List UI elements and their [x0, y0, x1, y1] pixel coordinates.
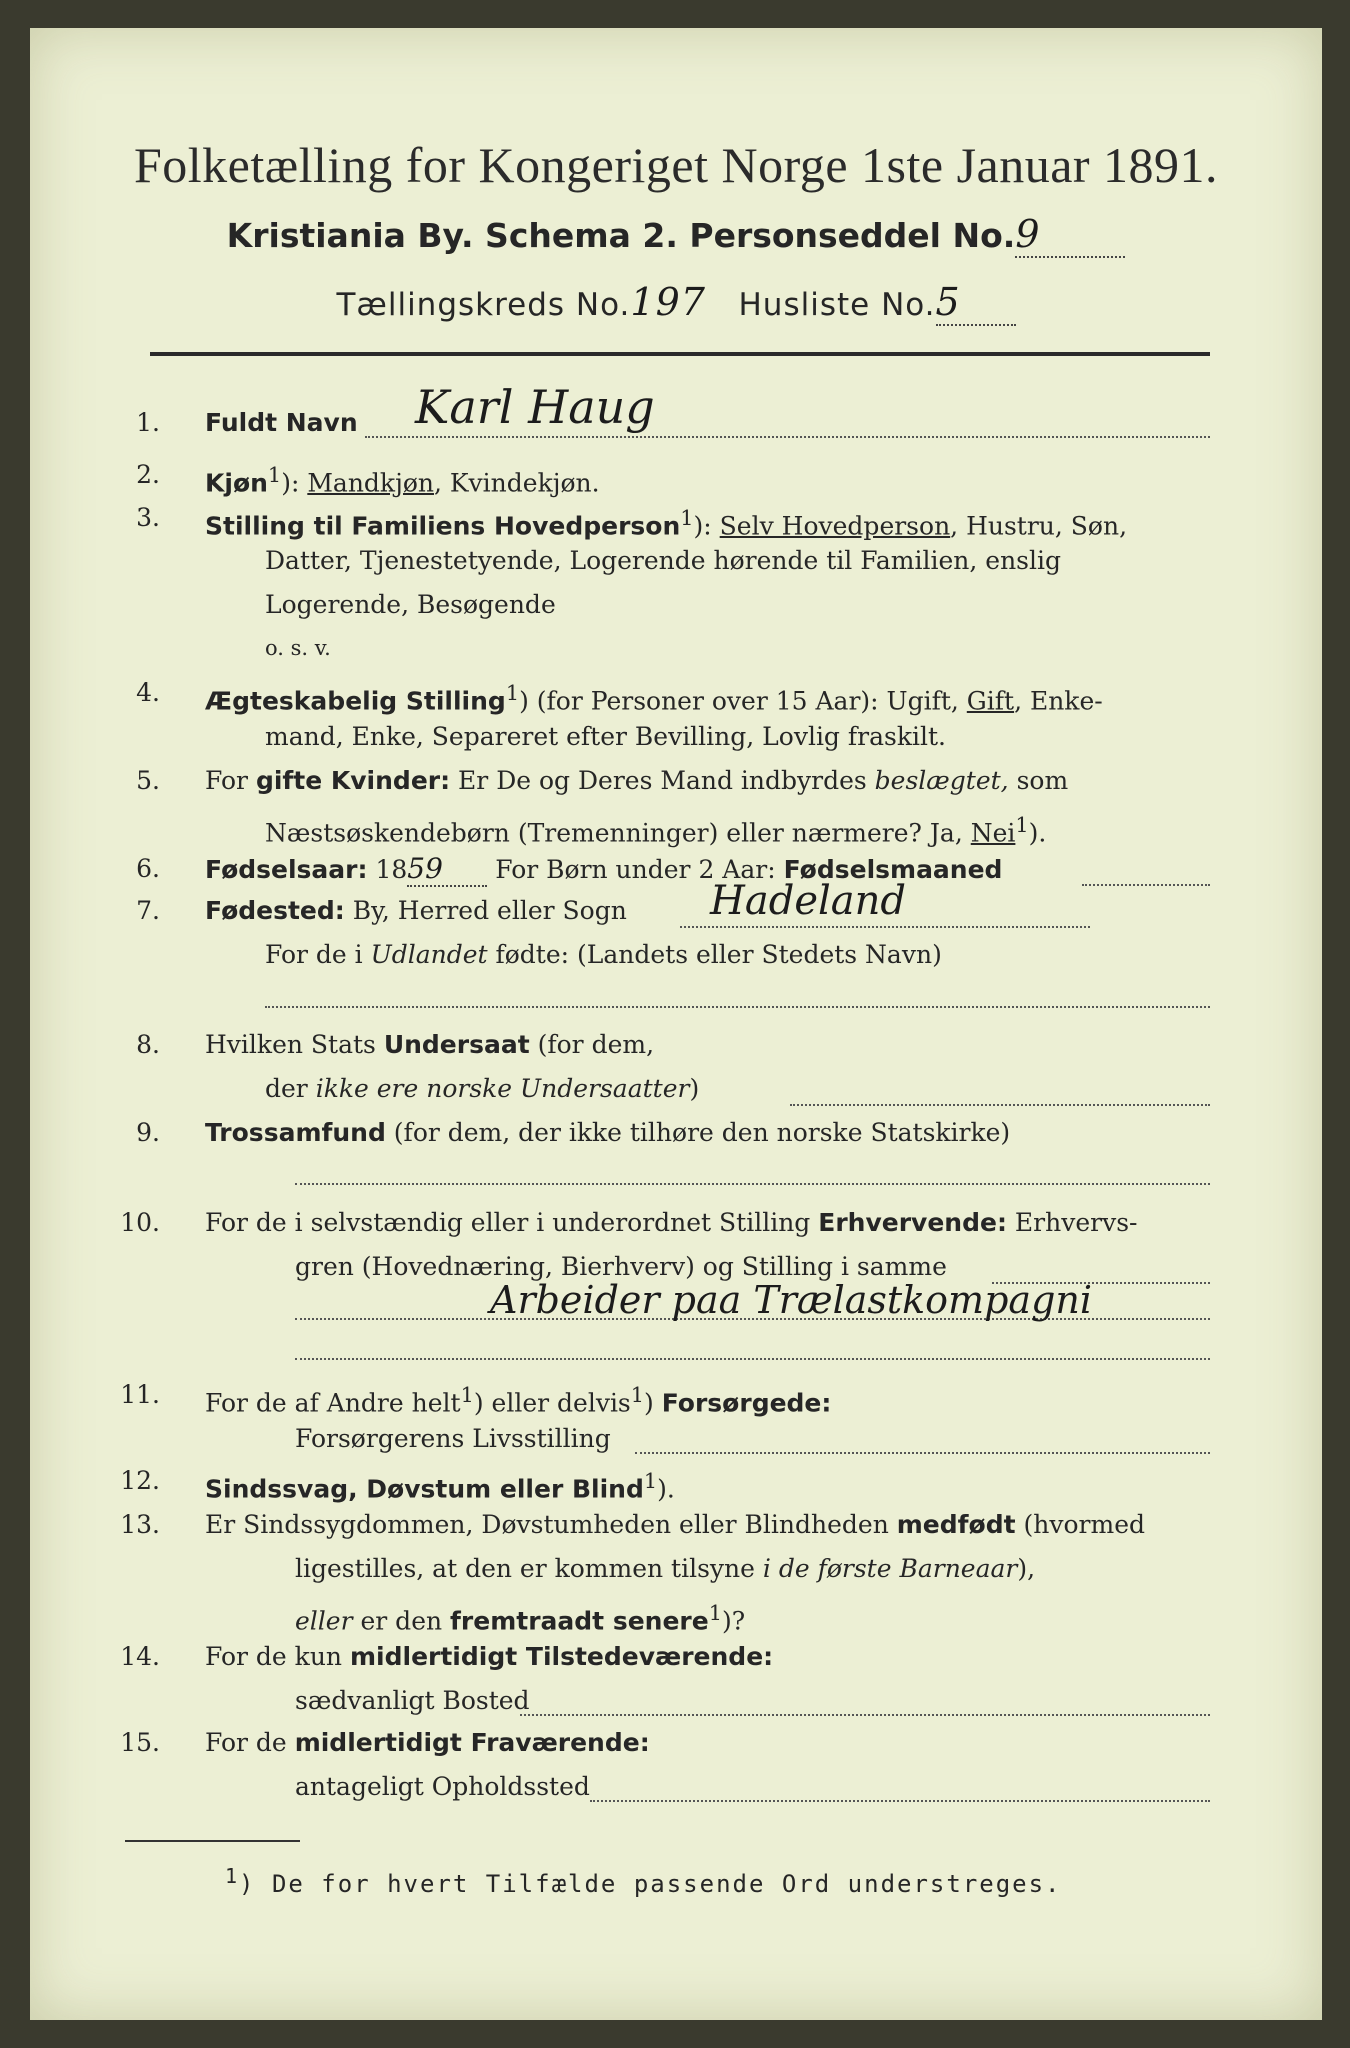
abroad-word: Udlandet	[370, 940, 488, 969]
item-text	[205, 1642, 773, 1672]
head-of-household-option: Selv Hovedperson	[719, 511, 951, 541]
husliste-field	[936, 280, 1016, 326]
item-text	[205, 1118, 1010, 1148]
citizenship-line	[790, 1104, 1210, 1106]
marital-status-options-2: mand, Enke, Separeret efter Bevilling, Lovlig fraskilt.	[265, 722, 946, 751]
full-name-value: Karl Haug	[415, 380, 655, 434]
item-number: 9.	[136, 1118, 160, 1147]
non-norwegian-text: ikke ere norske Undersaatter	[315, 1074, 690, 1103]
item-text	[205, 460, 600, 498]
congenital-line-2-end: ),	[1017, 1554, 1036, 1583]
item-number: 12.	[120, 1466, 160, 1495]
gender-colon: ):	[281, 468, 308, 498]
footnote-ref: 1	[267, 463, 282, 487]
gender-label: Kjøn	[205, 468, 268, 498]
abroad-pre: For de i	[265, 940, 371, 969]
header-rule	[150, 352, 1210, 356]
supported-mid: ) eller delvis	[473, 1388, 631, 1418]
disability-label: Sindssvag, Døvstum eller Blind	[205, 1474, 644, 1504]
item-number: 8.	[136, 1030, 160, 1059]
birthplace-value: Hadeland	[710, 878, 907, 924]
citizenship-rest: (for dem,	[529, 1030, 655, 1059]
item-5-line-end: som	[1008, 766, 1069, 795]
footnote-ref: 1	[1015, 813, 1029, 837]
full-name-line	[365, 436, 1210, 438]
footnote-ref: 1	[460, 1383, 474, 1407]
item-number: 3.	[136, 503, 160, 532]
item-text	[205, 896, 627, 926]
item-5-pre: For	[205, 766, 256, 795]
later-onset-label: fremtraadt senere	[450, 1606, 709, 1636]
form-subtitle-2	[30, 280, 1322, 326]
item-number: 4.	[136, 678, 160, 707]
family-position-options: , Hustru, Søn,	[950, 511, 1128, 541]
temporary-present-pre: For de kun	[205, 1642, 350, 1671]
marital-status-text: ) (for Personer over 15 Aar): Ugift,	[519, 686, 967, 716]
marital-status-label: Ægteskabelig Stilling	[205, 686, 506, 716]
footnote-ref: 1	[630, 1383, 645, 1407]
item-text	[205, 408, 358, 438]
related-word: beslægtet,	[874, 766, 1009, 795]
full-name-label: Fuldt Navn	[205, 408, 358, 437]
married-women-label: gifte Kvinder:	[255, 766, 451, 795]
item-text	[205, 1466, 675, 1504]
footnote-text: ) De for hvert Tilfælde passende Ord understreges.	[239, 1870, 1062, 1898]
occupation-rest: Erhvervs-	[1006, 1208, 1138, 1237]
birthplace-question: By, Herred eller Sogn	[344, 896, 627, 925]
footnote-ref: 1	[680, 506, 694, 530]
item-text	[205, 503, 1127, 541]
religion-line	[295, 1183, 1210, 1185]
occupation-value: Arbeider paa Trælastkompagni	[490, 1278, 1093, 1322]
birthplace-line	[680, 926, 1090, 928]
congenital-label: medfødt	[896, 1510, 1016, 1539]
taellingskreds-label: Tællingskreds No.	[336, 287, 631, 323]
family-position-etc: o. s. v.	[265, 636, 331, 660]
item-text	[205, 1030, 654, 1060]
item-number: 5.	[136, 766, 160, 795]
item-8-pre: Hvilken Stats	[205, 1030, 384, 1059]
birth-month-label: Fødselsmaaned	[783, 855, 1003, 884]
birth-year-label: Fødselsaar:	[205, 855, 368, 884]
occupation-label: Erhvervende:	[818, 1208, 1007, 1237]
religion-label: Trossamfund	[205, 1118, 386, 1147]
form-subtitle	[30, 212, 1322, 258]
abroad-line	[265, 1006, 1210, 1008]
stay-location-label: antageligt Opholdssted	[295, 1772, 590, 1801]
gender-male-option: Mandkjøn	[307, 468, 434, 498]
marital-status-options: , Enke-	[1014, 686, 1103, 716]
footnote-separator	[125, 1840, 300, 1842]
married-option: Gift	[966, 686, 1015, 716]
item-5-close: ).	[1028, 818, 1047, 848]
personseddel-field	[1015, 212, 1125, 258]
item-number: 15.	[120, 1728, 160, 1757]
temporary-absent-label: midlertidigt Fraværende:	[294, 1728, 650, 1757]
footnote-ref: 1	[643, 1469, 658, 1493]
non-norwegian-close: )	[689, 1074, 700, 1103]
congenital-line-2: ligestilles, at den er kommen tilsyne	[295, 1554, 763, 1583]
birth-month-question: For Børn under 2 Aar:	[487, 855, 784, 884]
congenital-line-3-end: )?	[721, 1606, 746, 1636]
item-number: 2.	[136, 460, 160, 489]
family-position-options-3: Logerende, Besøgende	[265, 590, 556, 619]
disability-close: ).	[657, 1474, 675, 1504]
taellingskreds-number: 197	[630, 280, 706, 324]
or-word: eller	[295, 1606, 353, 1636]
item-text	[205, 678, 1103, 716]
congenital-pre: Er Sindssygdommen, Døvstumheden eller Blindheden	[205, 1510, 897, 1539]
cousins-question: Næstsøskendebørn (Tremenninger) eller nærmere? Ja,	[265, 818, 971, 848]
temporary-absent-pre: For de	[205, 1728, 295, 1757]
footnote-marker: 1	[225, 1864, 240, 1888]
gender-female-option: , Kvindekjøn.	[433, 468, 600, 498]
item-number: 10.	[120, 1208, 160, 1237]
personseddel-number: 9	[1015, 212, 1040, 256]
item-text: For de af Andre helt$^1$) eller delvis$^1$) Forsørgede:	[205, 1383, 832, 1418]
footnote-ref: 1	[505, 681, 520, 705]
census-form	[30, 28, 1322, 2020]
subtitle-label: Kristiania By. Schema 2. Personseddel No.	[226, 216, 1016, 255]
no-option: Nei	[970, 818, 1016, 848]
supported-pre: For de af Andre helt	[205, 1388, 461, 1418]
item-text	[205, 1728, 650, 1758]
family-position-label: Stilling til Familiens Hovedperson	[205, 511, 681, 541]
form-title: Folketælling for Kongeriget Norge 1ste Januar 1891.	[133, 137, 1219, 193]
item-number: 14.	[120, 1642, 160, 1671]
occupation-line-2: gren (Hovednæring, Bierhverv) og Stilling i samme	[295, 1252, 947, 1281]
related-question: Er De og Deres Mand indbyrdes	[450, 766, 875, 795]
husliste-label: Husliste No.	[738, 287, 936, 323]
occupation-line-c	[295, 1358, 1210, 1360]
abroad-question: fødte: (Landets eller Stedets Navn)	[487, 940, 942, 969]
temporary-present-label: midlertidigt Tilstedeværende:	[349, 1642, 774, 1671]
stay-location-line	[590, 1800, 1210, 1802]
birth-month-line	[1082, 884, 1210, 886]
footnote-ref: 1	[708, 1601, 722, 1625]
husliste-number: 5	[935, 280, 961, 324]
item-number: 6.	[136, 854, 160, 883]
family-position-options-2: Datter, Tjenestetyende, Logerende hørende til Familien, enslig	[265, 546, 1062, 575]
occupation-pre: For de i selvstændig eller i underordnet Stilling	[205, 1208, 819, 1237]
congenital-line-3-mid: er den	[352, 1606, 451, 1636]
item-number: 13.	[120, 1510, 160, 1539]
family-position-colon: ):	[693, 511, 720, 541]
item-text	[205, 1510, 1145, 1540]
item-number: 7.	[136, 896, 160, 925]
usual-residence-line	[520, 1714, 1210, 1716]
provider-occupation-line	[635, 1452, 1210, 1454]
citizenship-label: Undersaat	[383, 1030, 530, 1059]
usual-residence-label: sædvanligt Bosted	[295, 1686, 530, 1715]
item-text	[205, 1208, 1137, 1238]
birthplace-label: Fødested:	[205, 896, 345, 925]
provider-occupation-label: Forsørgerens Livsstilling	[295, 1424, 611, 1453]
footnote	[225, 1864, 1062, 1898]
childhood-text: i de første Barneaar	[762, 1554, 1018, 1583]
birth-year-value: 59	[407, 852, 443, 885]
non-norwegian-pre: der	[265, 1074, 316, 1103]
item-number: 11.	[120, 1380, 160, 1409]
supported-label: Forsørgede:	[661, 1388, 832, 1418]
item-text	[205, 766, 1068, 796]
congenital-rest: (hvormed	[1015, 1510, 1145, 1539]
birth-year-prefix: 18	[367, 855, 408, 884]
item-number: 1.	[136, 408, 160, 437]
religion-question: (for dem, der ikke tilhøre den norske Statskirke)	[385, 1118, 1011, 1147]
